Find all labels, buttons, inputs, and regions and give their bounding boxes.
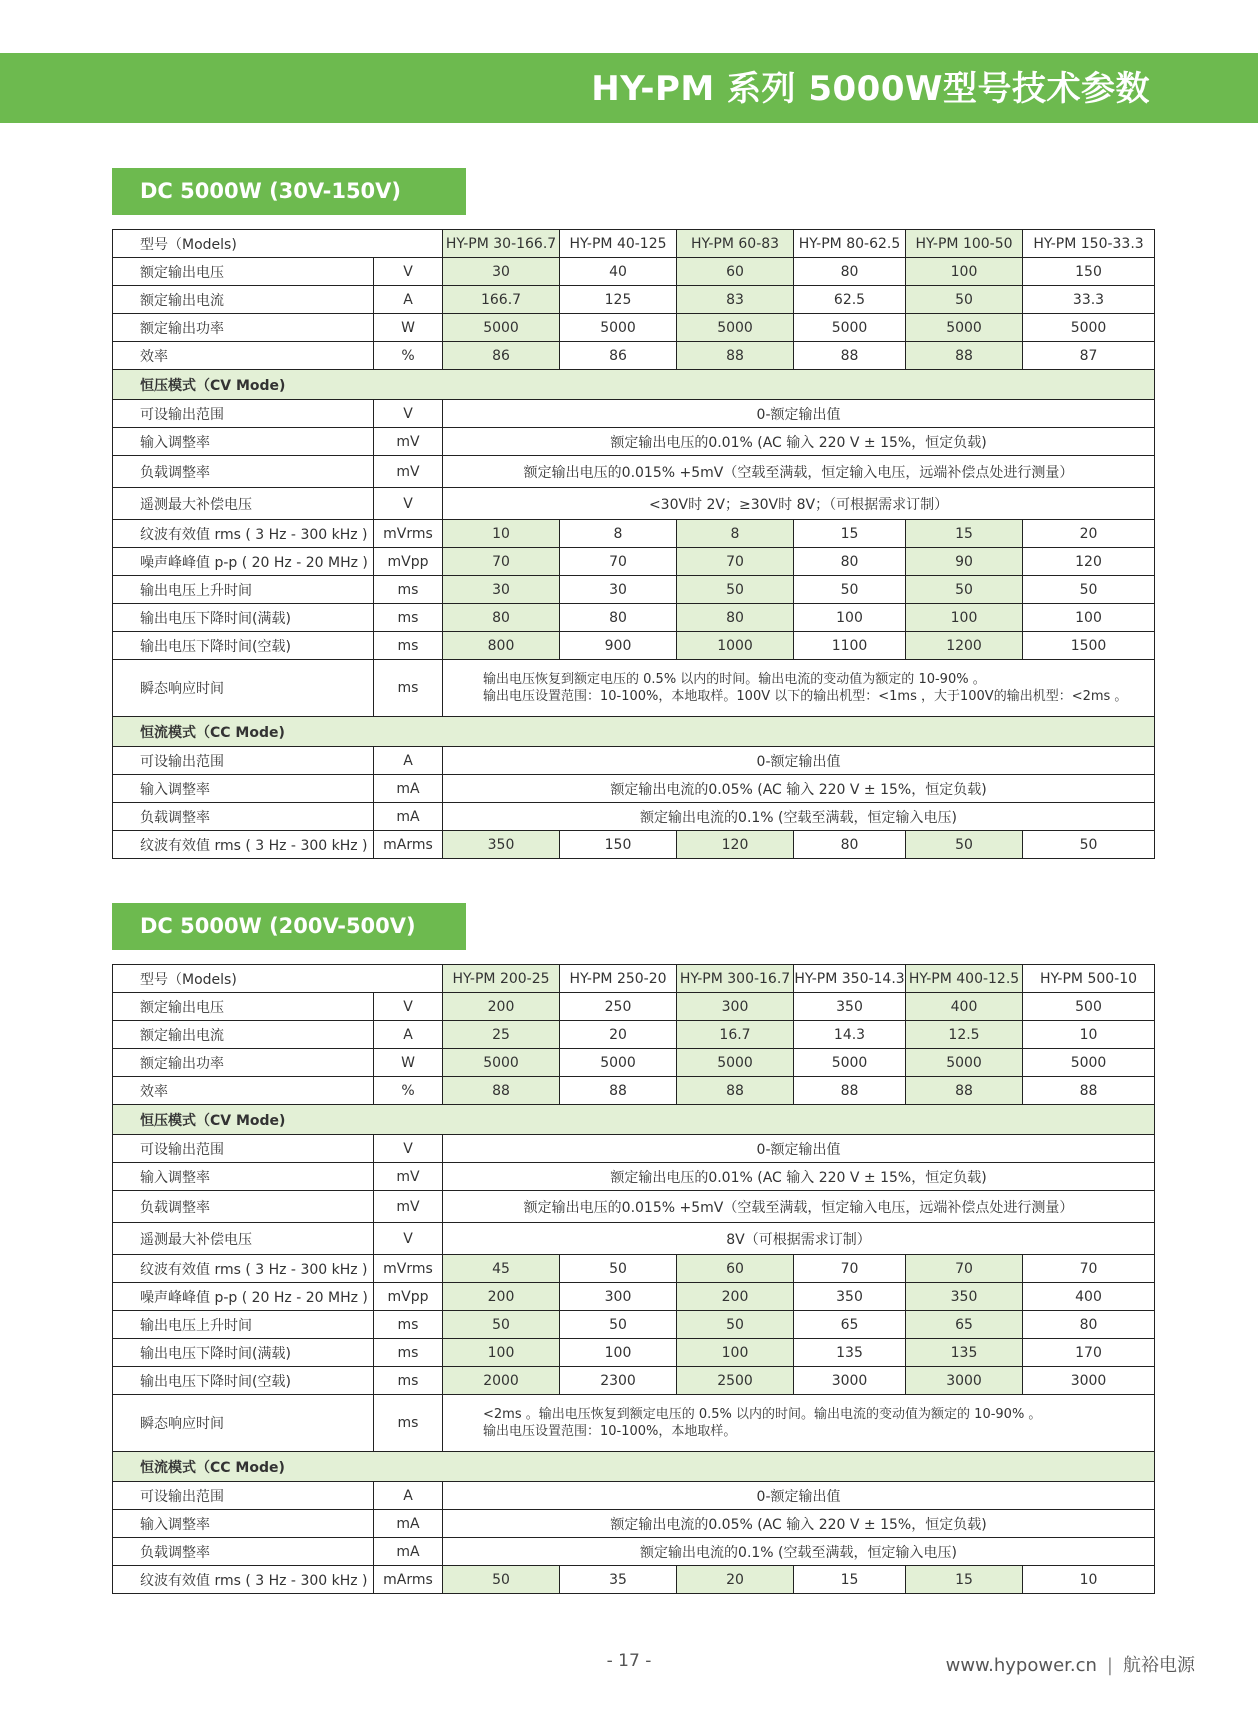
value-cell: 5000: [906, 1049, 1023, 1077]
value-cell: 70: [560, 548, 677, 576]
row-label: 输入调整率: [113, 775, 374, 803]
spec-row: [113, 428, 1155, 456]
models-label: 型号（Models): [113, 230, 443, 258]
row-label: 额定输出电压: [113, 258, 374, 286]
spec-table: [112, 229, 1155, 859]
value-cell: 100: [794, 604, 906, 632]
row-label: 遥测最大补偿电压: [113, 1223, 374, 1255]
row-unit: V: [374, 1223, 443, 1255]
row-label: 负载调整率: [113, 1538, 374, 1566]
row-unit: ms: [374, 632, 443, 660]
value-cell: 80: [794, 258, 906, 286]
value-cell: 135: [906, 1339, 1023, 1367]
cv-mode-header: [113, 370, 1155, 400]
value-cell: 88: [906, 342, 1023, 370]
value-cell: 20: [677, 1566, 794, 1594]
value-cell: 80: [560, 604, 677, 632]
row-unit: mVpp: [374, 1283, 443, 1311]
value-cell: 100: [1023, 604, 1155, 632]
spec-row: [113, 1482, 1155, 1510]
note-line: 输出电压恢复到额定电压的 0.5% 以内的时间。输出电流的变动值为额定的 10-90% 。: [483, 672, 986, 687]
value-cell: 15: [906, 1566, 1023, 1594]
span-value: 额定输出电流的0.05% (AC 输入 220 V ± 15%，恒定负载): [443, 775, 1155, 803]
value-cell: 16.7: [677, 1021, 794, 1049]
span-value: 0-额定输出值: [443, 1482, 1155, 1510]
row-unit: W: [374, 314, 443, 342]
value-cell: 30: [443, 258, 560, 286]
spec-row: [113, 1510, 1155, 1538]
model-cell: HY-PM 350-14.3: [794, 965, 906, 993]
value-cell: 20: [1023, 520, 1155, 548]
value-cell: 250: [560, 993, 677, 1021]
row-label: 瞬态响应时间: [113, 660, 374, 717]
row-label: 额定输出电流: [113, 286, 374, 314]
row-unit: V: [374, 993, 443, 1021]
model-cell: HY-PM 300-16.7: [677, 965, 794, 993]
value-cell: 5000: [443, 1049, 560, 1077]
value-cell: 5000: [794, 314, 906, 342]
spec-row: [113, 1255, 1155, 1283]
value-cell: 1000: [677, 632, 794, 660]
row-label: 输出电压上升时间: [113, 576, 374, 604]
value-cell: 5000: [677, 1049, 794, 1077]
model-cell: HY-PM 400-12.5: [906, 965, 1023, 993]
value-cell: 10: [443, 520, 560, 548]
row-label: 可设输出范围: [113, 1482, 374, 1510]
row-unit: ms: [374, 576, 443, 604]
value-cell: 50: [443, 1566, 560, 1594]
row-unit: A: [374, 1021, 443, 1049]
section-30v-150v: [112, 168, 1154, 859]
row-label: 瞬态响应时间: [113, 1395, 374, 1452]
row-label: 效率: [113, 1077, 374, 1105]
footer-separator: |: [1106, 1655, 1113, 1676]
row-label: 输入调整率: [113, 1510, 374, 1538]
row-label: 额定输出电压: [113, 993, 374, 1021]
value-cell: 100: [443, 1339, 560, 1367]
row-unit: mArms: [374, 831, 443, 859]
value-cell: 135: [794, 1339, 906, 1367]
model-cell: HY-PM 500-10: [1023, 965, 1155, 993]
value-cell: 70: [677, 548, 794, 576]
row-label: 输出电压下降时间(空载): [113, 1367, 374, 1395]
span-value: 额定输出电压的0.015% +5mV（空载至满载，恒定输入电压，远端补偿点处进行测量）: [443, 1191, 1155, 1223]
value-cell: 86: [443, 342, 560, 370]
value-cell: 5000: [443, 314, 560, 342]
row-label: 纹波有效值 rms ( 3 Hz - 300 kHz ): [113, 520, 374, 548]
spec-row: [113, 803, 1155, 831]
spec-row: [113, 520, 1155, 548]
value-cell: 200: [443, 993, 560, 1021]
row-label: 负载调整率: [113, 1191, 374, 1223]
value-cell: 50: [906, 831, 1023, 859]
row-unit: ms: [374, 1339, 443, 1367]
model-cell: HY-PM 30-166.7: [443, 230, 560, 258]
value-cell: 50: [1023, 576, 1155, 604]
value-cell: 3000: [906, 1367, 1023, 1395]
value-cell: 80: [1023, 1311, 1155, 1339]
spec-row: [113, 1191, 1155, 1223]
row-unit: ms: [374, 1395, 443, 1452]
value-cell: 50: [794, 576, 906, 604]
value-cell: 88: [1023, 1077, 1155, 1105]
value-cell: 500: [1023, 993, 1155, 1021]
spec-row: [113, 1021, 1155, 1049]
cc-mode-header: [113, 1452, 1155, 1482]
value-cell: 15: [794, 1566, 906, 1594]
value-cell: 70: [794, 1255, 906, 1283]
value-cell: 35: [560, 1566, 677, 1594]
span-value: 额定输出电压的0.015% +5mV（空载至满载，恒定输入电压，远端补偿点处进行测量）: [443, 456, 1155, 488]
value-cell: 350: [443, 831, 560, 859]
value-cell: 300: [677, 993, 794, 1021]
value-cell: 40: [560, 258, 677, 286]
section-title: DC 5000W (200V-500V): [112, 903, 466, 950]
span-value: 额定输出电流的0.1% (空载至满载，恒定输入电压): [443, 803, 1155, 831]
value-cell: 400: [906, 993, 1023, 1021]
value-cell: 50: [560, 1255, 677, 1283]
value-cell: 88: [794, 342, 906, 370]
row-unit: mVrms: [374, 1255, 443, 1283]
row-unit: mV: [374, 1191, 443, 1223]
spec-row: [113, 1538, 1155, 1566]
transient-note: [443, 1395, 1155, 1452]
value-cell: 350: [906, 1283, 1023, 1311]
row-unit: %: [374, 342, 443, 370]
spec-row: [113, 831, 1155, 859]
row-label: 输出电压下降时间(空载): [113, 632, 374, 660]
spec-row: [113, 1049, 1155, 1077]
value-cell: 62.5: [794, 286, 906, 314]
row-label: 输入调整率: [113, 428, 374, 456]
value-cell: 5000: [677, 314, 794, 342]
value-cell: 10: [1023, 1566, 1155, 1594]
models-label: 型号（Models): [113, 965, 443, 993]
row-unit: mA: [374, 1510, 443, 1538]
row-unit: mV: [374, 456, 443, 488]
row-label: 遥测最大补偿电压: [113, 488, 374, 520]
value-cell: 1200: [906, 632, 1023, 660]
row-label: 负载调整率: [113, 803, 374, 831]
value-cell: 14.3: [794, 1021, 906, 1049]
row-label: 可设输出范围: [113, 747, 374, 775]
value-cell: 100: [906, 258, 1023, 286]
row-label: 输出电压下降时间(满载): [113, 604, 374, 632]
spec-row: [113, 488, 1155, 520]
value-cell: 12.5: [906, 1021, 1023, 1049]
value-cell: 150: [560, 831, 677, 859]
note-line: <2ms 。输出电压恢复到额定电压的 0.5% 以内的时间。输出电流的变动值为额定的 10-90% 。: [483, 1407, 1042, 1422]
value-cell: 1500: [1023, 632, 1155, 660]
value-cell: 3000: [1023, 1367, 1155, 1395]
spec-row: [113, 548, 1155, 576]
spec-table: [112, 964, 1155, 1594]
value-cell: 100: [677, 1339, 794, 1367]
value-cell: 50: [677, 576, 794, 604]
row-unit: ms: [374, 660, 443, 717]
value-cell: 33.3: [1023, 286, 1155, 314]
value-cell: 15: [906, 520, 1023, 548]
spec-row: [113, 576, 1155, 604]
value-cell: 100: [906, 604, 1023, 632]
spec-row: [113, 775, 1155, 803]
value-cell: 65: [794, 1311, 906, 1339]
value-cell: 88: [906, 1077, 1023, 1105]
spec-row: [113, 1223, 1155, 1255]
value-cell: 30: [560, 576, 677, 604]
value-cell: 50: [906, 576, 1023, 604]
note-line: 输出电压设置范围：10-100%，本地取样。100V 以下的输出机型：<1ms ，大于100V的输出机型：<2ms 。: [483, 689, 1128, 704]
row-unit: mVrms: [374, 520, 443, 548]
header-banner: [0, 53, 1258, 123]
row-label: 输出电压下降时间(满载): [113, 1339, 374, 1367]
value-cell: 50: [906, 286, 1023, 314]
spec-row: [113, 314, 1155, 342]
value-cell: 8: [560, 520, 677, 548]
footer-brand: [946, 1651, 1195, 1677]
transient-note: [443, 660, 1155, 717]
value-cell: 8: [677, 520, 794, 548]
value-cell: 300: [560, 1283, 677, 1311]
value-cell: 2000: [443, 1367, 560, 1395]
row-label: 负载调整率: [113, 456, 374, 488]
spec-row: [113, 1367, 1155, 1395]
category-label: 恒流模式（CC Mode): [113, 1452, 1155, 1482]
spec-row: [113, 1077, 1155, 1105]
value-cell: 5000: [794, 1049, 906, 1077]
row-unit: V: [374, 1135, 443, 1163]
row-label: 可设输出范围: [113, 1135, 374, 1163]
value-cell: 200: [677, 1283, 794, 1311]
spec-row: [113, 1311, 1155, 1339]
row-unit: mA: [374, 775, 443, 803]
value-cell: 5000: [560, 1049, 677, 1077]
row-unit: V: [374, 400, 443, 428]
note-line: 输出电压设置范围：10-100%，本地取样。: [483, 1424, 737, 1439]
value-cell: 5000: [906, 314, 1023, 342]
page-number: - 17 -: [606, 1651, 652, 1671]
category-label: 恒压模式（CV Mode): [113, 1105, 1155, 1135]
model-cell: HY-PM 60-83: [677, 230, 794, 258]
span-value: 额定输出电流的0.1% (空载至满载，恒定输入电压): [443, 1538, 1155, 1566]
category-label: 恒流模式（CC Mode): [113, 717, 1155, 747]
models-row: [113, 230, 1155, 258]
model-cell: HY-PM 250-20: [560, 965, 677, 993]
value-cell: 70: [443, 548, 560, 576]
cc-mode-header: [113, 717, 1155, 747]
row-unit: mV: [374, 428, 443, 456]
value-cell: 20: [560, 1021, 677, 1049]
spec-row: [113, 1283, 1155, 1311]
value-cell: 2300: [560, 1367, 677, 1395]
value-cell: 400: [1023, 1283, 1155, 1311]
spec-row: [113, 1566, 1155, 1594]
value-cell: 900: [560, 632, 677, 660]
value-cell: 80: [677, 604, 794, 632]
section-title: DC 5000W (30V-150V): [112, 168, 466, 215]
value-cell: 10: [1023, 1021, 1155, 1049]
value-cell: 5000: [560, 314, 677, 342]
span-value: 额定输出电流的0.05% (AC 输入 220 V ± 15%，恒定负载): [443, 1510, 1155, 1538]
span-value: 0-额定输出值: [443, 1135, 1155, 1163]
value-cell: 87: [1023, 342, 1155, 370]
value-cell: 60: [677, 1255, 794, 1283]
transient-row: [113, 660, 1155, 717]
website-link[interactable]: www.hypower.cn: [945, 1655, 1097, 1676]
row-label: 输出电压上升时间: [113, 1311, 374, 1339]
value-cell: 25: [443, 1021, 560, 1049]
span-value: <30V时 2V；≥30V时 8V；（可根据需求订制）: [443, 488, 1155, 520]
row-label: 纹波有效值 rms ( 3 Hz - 300 kHz ): [113, 831, 374, 859]
value-cell: 50: [1023, 831, 1155, 859]
span-value: 额定输出电压的0.01% (AC 输入 220 V ± 15%，恒定负载): [443, 1163, 1155, 1191]
row-unit: mV: [374, 1163, 443, 1191]
value-cell: 70: [906, 1255, 1023, 1283]
value-cell: 50: [677, 1311, 794, 1339]
span-value: 8V（可根据需求订制）: [443, 1223, 1155, 1255]
value-cell: 88: [443, 1077, 560, 1105]
span-value: 额定输出电压的0.01% (AC 输入 220 V ± 15%，恒定负载): [443, 428, 1155, 456]
value-cell: 60: [677, 258, 794, 286]
row-label: 纹波有效值 rms ( 3 Hz - 300 kHz ): [113, 1255, 374, 1283]
value-cell: 65: [906, 1311, 1023, 1339]
model-cell: HY-PM 80-62.5: [794, 230, 906, 258]
spec-row: [113, 286, 1155, 314]
row-unit: ms: [374, 604, 443, 632]
page-title: HY-PM 系列 5000W型号技术参数: [591, 69, 1150, 109]
value-cell: 83: [677, 286, 794, 314]
row-unit: V: [374, 488, 443, 520]
value-cell: 70: [1023, 1255, 1155, 1283]
value-cell: 80: [794, 831, 906, 859]
spec-row: [113, 604, 1155, 632]
value-cell: 3000: [794, 1367, 906, 1395]
spec-row: [113, 747, 1155, 775]
value-cell: 86: [560, 342, 677, 370]
company-name: 航裕电源: [1123, 1655, 1195, 1676]
row-label: 效率: [113, 342, 374, 370]
value-cell: 90: [906, 548, 1023, 576]
row-unit: ms: [374, 1367, 443, 1395]
row-unit: mArms: [374, 1566, 443, 1594]
value-cell: 15: [794, 520, 906, 548]
models-row: [113, 965, 1155, 993]
value-cell: 88: [794, 1077, 906, 1105]
value-cell: 50: [560, 1311, 677, 1339]
value-cell: 200: [443, 1283, 560, 1311]
row-unit: A: [374, 747, 443, 775]
span-value: 0-额定输出值: [443, 400, 1155, 428]
row-label: 噪声峰峰值 p-p ( 20 Hz - 20 MHz ): [113, 548, 374, 576]
row-unit: A: [374, 1482, 443, 1510]
model-cell: HY-PM 150-33.3: [1023, 230, 1155, 258]
row-label: 输入调整率: [113, 1163, 374, 1191]
cv-mode-header: [113, 1105, 1155, 1135]
value-cell: 150: [1023, 258, 1155, 286]
category-label: 恒压模式（CV Mode): [113, 370, 1155, 400]
model-cell: HY-PM 200-25: [443, 965, 560, 993]
value-cell: 170: [1023, 1339, 1155, 1367]
spec-row: [113, 342, 1155, 370]
spec-row: [113, 993, 1155, 1021]
value-cell: 120: [1023, 548, 1155, 576]
value-cell: 800: [443, 632, 560, 660]
value-cell: 45: [443, 1255, 560, 1283]
row-unit: ms: [374, 1311, 443, 1339]
value-cell: 5000: [1023, 1049, 1155, 1077]
value-cell: 350: [794, 993, 906, 1021]
row-unit: mA: [374, 803, 443, 831]
row-label: 可设输出范围: [113, 400, 374, 428]
value-cell: 1100: [794, 632, 906, 660]
row-unit: W: [374, 1049, 443, 1077]
value-cell: 166.7: [443, 286, 560, 314]
value-cell: 88: [560, 1077, 677, 1105]
value-cell: 350: [794, 1283, 906, 1311]
transient-row: [113, 1395, 1155, 1452]
value-cell: 88: [677, 1077, 794, 1105]
row-label: 额定输出功率: [113, 314, 374, 342]
spec-row: [113, 632, 1155, 660]
row-label: 纹波有效值 rms ( 3 Hz - 300 kHz ): [113, 1566, 374, 1594]
row-unit: V: [374, 258, 443, 286]
span-value: 0-额定输出值: [443, 747, 1155, 775]
spec-row: [113, 456, 1155, 488]
spec-row: [113, 1163, 1155, 1191]
row-label: 噪声峰峰值 p-p ( 20 Hz - 20 MHz ): [113, 1283, 374, 1311]
row-unit: %: [374, 1077, 443, 1105]
spec-row: [113, 400, 1155, 428]
spec-row: [113, 258, 1155, 286]
row-label: 额定输出功率: [113, 1049, 374, 1077]
spec-row: [113, 1135, 1155, 1163]
value-cell: 80: [443, 604, 560, 632]
value-cell: 5000: [1023, 314, 1155, 342]
value-cell: 88: [677, 342, 794, 370]
section-200v-500v: [112, 903, 1154, 1594]
row-unit: mA: [374, 1538, 443, 1566]
value-cell: 30: [443, 576, 560, 604]
value-cell: 2500: [677, 1367, 794, 1395]
model-cell: HY-PM 100-50: [906, 230, 1023, 258]
row-unit: mVpp: [374, 548, 443, 576]
model-cell: HY-PM 40-125: [560, 230, 677, 258]
value-cell: 120: [677, 831, 794, 859]
value-cell: 100: [560, 1339, 677, 1367]
row-unit: A: [374, 286, 443, 314]
row-label: 额定输出电流: [113, 1021, 374, 1049]
spec-row: [113, 1339, 1155, 1367]
value-cell: 125: [560, 286, 677, 314]
value-cell: 80: [794, 548, 906, 576]
value-cell: 50: [443, 1311, 560, 1339]
